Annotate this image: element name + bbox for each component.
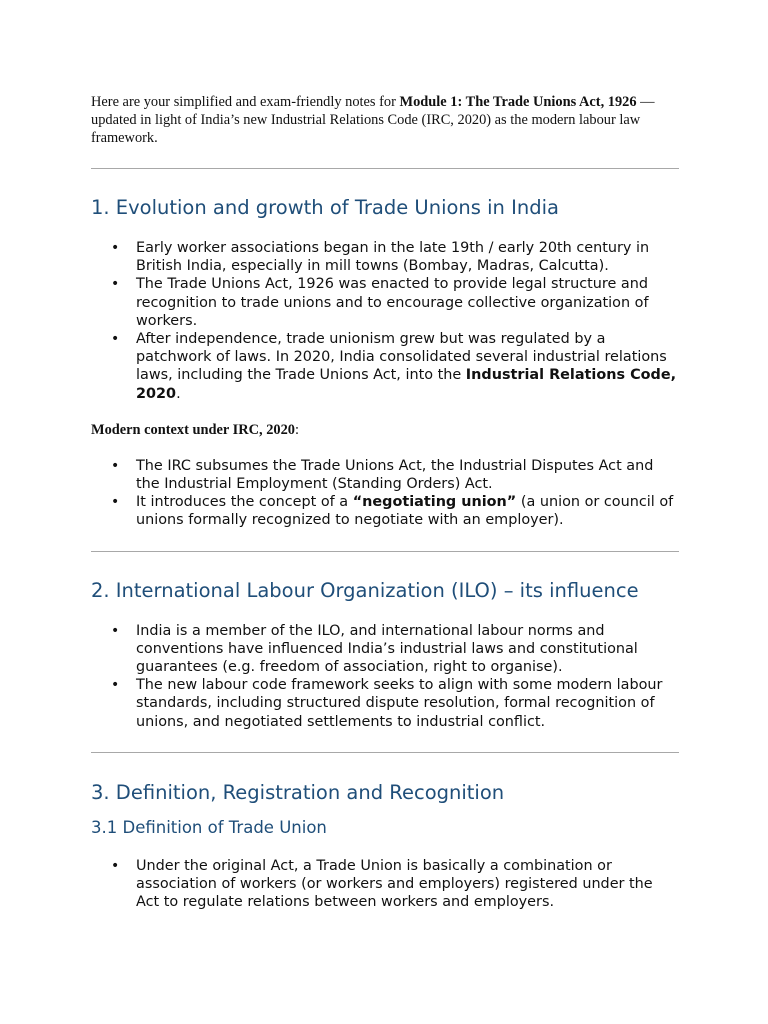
list-item: • India is a member of the ILO, and international labour norms and conventions have influenced India’s industrial laws and constitutional guarantees (e.g. freedom of association, right to organise). <box>91 622 679 677</box>
modern-context-heading: Modern context under IRC, 2020: <box>91 421 299 438</box>
section-1-heading: 1. Evolution and growth of Trade Unions in India <box>91 196 559 219</box>
list-item: • The Trade Unions Act, 1926 was enacted to provide legal structure and recognition to trade unions and to encourage collective organization of workers. <box>91 275 679 330</box>
irc-bold-term: Industrial Relations Code, 2020 <box>136 367 677 402</box>
list-item: • Under the original Act, a Trade Union is basically a combination or association of workers (or workers and employers) registered under the Act to regulate relations between workers and employers. <box>91 857 679 912</box>
divider <box>91 551 679 552</box>
list-item: • The new labour code framework seeks to align with some modern labour standards, including structured dispute resolution, formal recognition of unions, and negotiated settlements to industrial conflict. <box>91 676 679 731</box>
divider <box>91 168 679 169</box>
section-3-heading: 3. Definition, Registration and Recognition <box>91 780 505 804</box>
list-item: • After independence, trade unionism grew but was regulated by a patchwork of laws. In 2020, India consolidated several industrial relations laws, including the Trade Unions Act, into the Industrial Relations Code, 2020. <box>91 330 679 403</box>
list-item: • The IRC subsumes the Trade Unions Act, the Industrial Disputes Act and the Industrial Employment (Standing Orders) Act. <box>91 457 679 493</box>
document-body <box>91 93 679 911</box>
intro-text-after: — updated in light of India’s new Industrial Relations Code (IRC, 2020) as the modern labour law framework. <box>91 94 655 146</box>
list-item: • It introduces the concept of a “negotiating union” (a union or council of unions formally recognized to negotiate with an employer). <box>91 493 679 529</box>
divider <box>91 752 679 753</box>
section-1-list <box>91 239 679 403</box>
section-2-list <box>91 622 679 731</box>
list-item: • Early worker associations began in the late 19th / early 20th century in British India, especially in mill towns (Bombay, Madras, Calcutta). <box>91 239 679 275</box>
negotiating-union-term: “negotiating union” <box>352 494 517 511</box>
intro-paragraph <box>91 93 679 147</box>
intro-text: Here are your simplified and exam-friendly notes for <box>91 94 400 110</box>
modern-context-list <box>91 457 679 530</box>
section-2-heading: 2. International Labour Organization (ILO) – its influence <box>91 578 639 602</box>
section-3-1-heading: 3.1 Definition of Trade Union <box>91 817 327 837</box>
module-title: Module 1: The Trade Unions Act, 1926 <box>399 94 637 110</box>
section-3-list <box>91 857 679 912</box>
